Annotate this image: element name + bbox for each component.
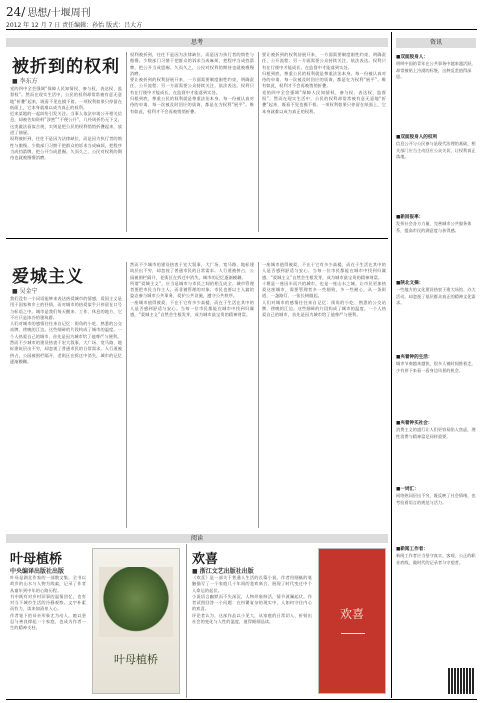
paragraph: 一座城市值得被爱，不在于它有多少高楼，而在于生活在其中的人是否感到舒适与安心。当每一位市民都能在城市中找到归属感，“爱城主义”自然会生根发芽，成为城市最宝贵的精神财富。	[262, 262, 386, 280]
section-band-opinion: 思考	[6, 38, 388, 47]
sidebar-title: 资讯	[396, 38, 476, 48]
article-column	[130, 262, 254, 528]
sidebar-item: ■双面胶身人的权利 信息公开与公民参与是现代治理的基础，相关部门应当主动回应公众关切，让权利真正落地。	[396, 135, 476, 159]
book-review-column	[192, 575, 312, 697]
page-number: 24/	[6, 5, 26, 19]
paragraph: 党的四中全会强调“保障人民知情权、参与权、表达权、监督权”。然而在现实生活中，公民的权利却常常被有意无意地“折叠”起来，既看不见也摸不着。一项权利如果只停留在纸面上，它本身就难以成为真正的权利。	[262, 89, 386, 114]
paragraph: 一座城市值得被爱，不在于它有多少高楼，而在于生活在其中的人是否感到舒适与安心。当每一位市民都能在城市中找到归属感，“爱城主义”自然会生根发芽，成为城市最宝贵的精神财富。	[130, 299, 254, 318]
article-column	[10, 86, 122, 232]
qr-code	[448, 668, 474, 694]
paragraph: 然而不少城市的建设热衷于宏大叙事，大广场、宽马路、地标建筑层出不穷，却忽视了普通市民的日常需求。人行道被挤占，公园被围栏隔开，老街区在拆迁中消失，城市的记忆逐渐模糊。	[130, 262, 254, 280]
column-divider	[258, 52, 259, 232]
paragraph: 权利被折到，往往不是因为法律缺位，而是因为执行者的惰性与傲慢。少数部门习惯于把群众的诉求当成麻烦，把程序当成挡箭牌，把公开当成恩赐。久而久之，公民对权利的期待也就被慢慢消磨。	[10, 136, 122, 161]
masthead	[6, 4, 91, 21]
article-column	[262, 52, 386, 232]
paragraph: 评论者认为，这部作品以小见大，从家庭的日常切入，折射出社会的变化与人性的温度，值得细细品读。	[192, 612, 312, 625]
book-cover-title: 叶母植桥	[114, 653, 158, 666]
paragraph: 权利被折到，往往不是因为法律缺位，而是因为执行者的惰性与傲慢。少数部门习惯于把群众的诉求当成麻烦，把程序当成挡箭牌，把公开当成恩赐。久而久之，公民对权利的期待也就被慢慢消磨。	[130, 52, 254, 76]
paragraph: 我们没有一个词语能够来表达热爱城市的情感，爱国主义是用于国家和乡土的抒情，而对城市的热爱似乎只停留在口号与标语之中。城市是我们每天醒来、工作、休息的地方，它不应只是冰冷的建筑群。	[10, 296, 122, 320]
article-column	[10, 296, 122, 528]
sidebar-item: ■双面胶身人： 明明中国的青年在公共事务中越来越活跃，却常被贴上冷漠的标签，这种反差值得深思。	[396, 55, 476, 79]
sidebar-item: ■夹着钟买社会： 消费主义的盛行让人们更容易陷入焦虑，理性消费与精神富足同样重要。	[396, 421, 476, 439]
book-cover-image	[318, 548, 386, 694]
article-column	[262, 262, 386, 528]
paragraph: 党的四中全会强调“保障人民知情权、参与权、表达权、监督权”。然而在现实生活中，公民的权利却常常被有意无意地“折叠”起来，既看不见也摸不着。一项权利如果只停留在纸面上，它本身就难以成为真正的权利。	[10, 86, 122, 110]
sidebar-item: ■新闻工作者： 新闻工作者应当坚守真实、客观、公正的职业底线，做时代的记录者与守望者。	[396, 547, 476, 565]
article-byline: ■ 吴金宁	[12, 288, 38, 295]
dateline: 2012 年 12 月 7 日 责任编辑：孙怡 版式：吕大方	[6, 22, 143, 29]
article-headline: 爱城主义	[12, 267, 84, 286]
article-column	[130, 52, 254, 232]
book-cover-image	[92, 548, 180, 694]
sidebar-item: ■陕北文摘： 一些地方的文化建设热衷于建大场馆、办大活动，却忽视了基层群众真正的精神文化需求。	[396, 281, 476, 305]
paragraph: 所谓“爱城主义”，应当是城市与市民之间的相互成全。城市管理者要把市民当作主人，而非被管理的对象；市民也要以主人翁的姿态参与城市公共事务，爱护公共设施，遵守公共秩序。	[130, 280, 254, 299]
cover-rule	[341, 633, 365, 634]
paragraph: 近来某地的一起纠纷引发关注。当事人依法申请公开相关信息，却被告知资料“涉密”“不便公开”，几经周折仍无下文。这类做法看似合规，实则是把公民的权利悄悄折叠起来，放进了抽屉。	[10, 111, 122, 136]
article-headline: 被折到的权利	[12, 57, 120, 76]
column-divider	[126, 262, 127, 528]
leaf-illustration	[99, 567, 173, 637]
sidebar-item: ■新回报率： 发挥社会各方力量，完善城市公共服务体系，提高市民的满意度与获得感。	[396, 215, 472, 233]
paragraph: 人们对城市的感情往往来自记忆：街角的小吃、熟悉的公交站牌、傍晚的江边。这些细碎的片段构成了城市的温度。一个人热爱自己的城市，首先是因为城市给了他尊严与便利。	[262, 299, 386, 318]
paragraph: 归根到底，尊重公民的权利就是尊重法治本身。每一份被认真对待的申请、每一次被及时回应的质询，都是在为权利“展平”。唯有如此，权利才不会再被悄悄折叠。	[130, 96, 254, 114]
paragraph: 归根到底，尊重公民的权利就是尊重法治本身。每一份被认真对待的申请、每一次被及时回应的质询，都是在为权利“展平”。唯有如此，权利才不会再被悄悄折叠。	[262, 70, 386, 89]
column-divider	[126, 52, 127, 232]
book-headline: 欢喜	[192, 552, 219, 567]
paragraph: 要让被折到的权利舒展开来，一方面需要制度刚性约束，明确责任、公开流程；另一方面需要公众持续关注、依法表达。权利只有在行使中才能成长，在监督中才能落到实处。	[130, 77, 254, 95]
section-name: 思想/十堰周刊	[27, 8, 91, 19]
sidebar-item: ■夹着钟的生活： 城市节奏越来越快，很多人被时间推着走，少有停下来看一看身边风景的机会。	[396, 355, 476, 373]
book-headline: 叶母植桥	[10, 552, 63, 567]
paragraph: 《欢喜》是一部关于普通人生活的长篇小说。作者用细腻的笔触描写了一个家庭几十年间的悲欢离合，展现了时代变迁中个人命运的起伏。	[192, 575, 312, 593]
article-byline: ■ 李东方	[12, 78, 38, 85]
paragraph: 作者笔下的母亲形象尤为动人，她以坚忍与善良撑起一个家庭，也成为作者一生的精神支柱。	[10, 612, 86, 631]
sidebar-divider	[391, 32, 392, 698]
paragraph: 要让被折到的权利舒展开来，一方面需要制度刚性约束，明确责任、公开流程；另一方面需要公众持续关注、依法表达。权利只有在行使中才能成长，在监督中才能落到实处。	[262, 52, 386, 70]
header-rule	[6, 29, 477, 30]
book-cover-title: 欢喜	[339, 607, 364, 621]
paragraph: 人们对城市的感情往往来自记忆：街角的小吃、熟悉的公交站牌、傍晚的江边。这些细碎的片段构成了城市的温度。一个人热爱自己的城市，首先是因为城市给了他尊严与便利。	[10, 321, 122, 339]
paragraph: 十堰是一座因车而兴的城市，也是一座山水之城。让市民更加热爱这座城市，需要管理者多一些细致，多一些耐心，从一条街道、一盏路灯、一张长椅做起。	[262, 280, 386, 299]
footer-rule	[6, 699, 477, 700]
paragraph: 叶母是湖北作家的一部散文集，全书以故乡的山水与人物为线索，记录了作者从童年到中年的心路历程。	[10, 575, 86, 593]
book-publisher: 中央编译出版社出版	[10, 568, 65, 575]
column-divider	[258, 262, 259, 528]
article-separator	[6, 238, 388, 239]
paragraph: 然而不少城市的建设热衷于宏大叙事，大广场、宽马路、地标建筑层出不穷，却忽视了普通市民的日常需求。人行道被挤占，公园被围栏隔开，老街区在拆迁中消失，城市的记忆逐渐模糊。	[10, 340, 122, 364]
book-review-column	[10, 575, 86, 697]
sidebar-item: ■一词汇： 网络热词层出不穷，既反映了社会情绪，也考验着语言的规范与活力。	[396, 487, 476, 505]
book-publisher: ■ 浙江文艺出版社出版	[192, 568, 254, 575]
paragraph: 书中既有对乡村旧事的温情回忆，也有对当下城市生活的冷静观察。文字朴素而有力，读来如清泉入心。	[10, 593, 86, 612]
paragraph: 小说语言幽默而不失深沉，人物形象鲜活，情节波澜起伏。作者试图回答一个问题：在纷繁复杂的现实中，人如何守住内心的欢喜。	[192, 593, 312, 612]
column-divider	[186, 544, 187, 698]
section-band-reading: 阅读	[6, 534, 388, 543]
